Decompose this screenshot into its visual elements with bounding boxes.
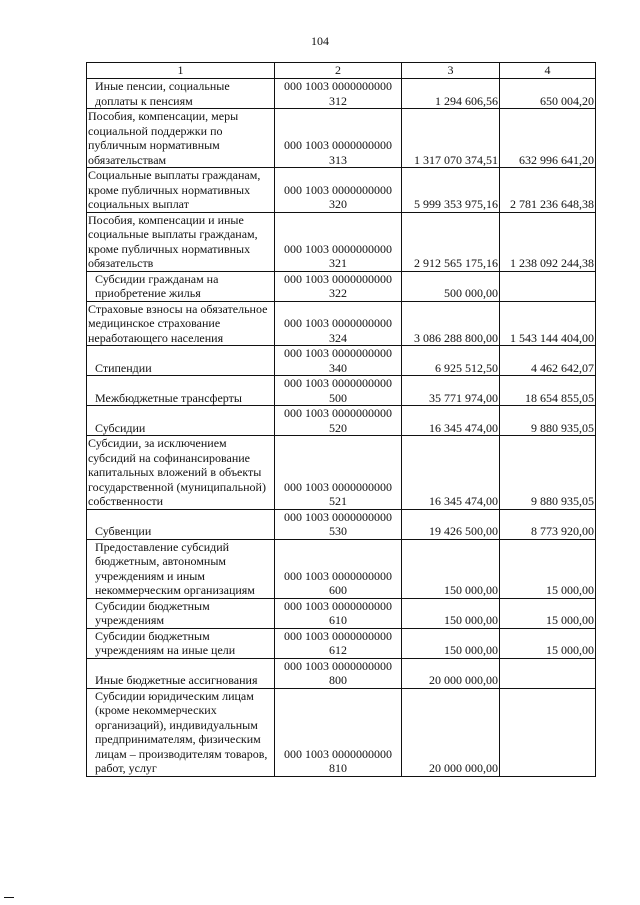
row-name: Пособия, компенсации и иные социальные выплаты гражданам, кроме публичных нормативных обязательств bbox=[87, 212, 275, 271]
row-code-main: 000 1003 0000000000 bbox=[284, 376, 392, 390]
row-code-suffix: 340 bbox=[329, 360, 347, 375]
row-value-col4: 650 004,20 bbox=[500, 79, 596, 109]
row-value-col3: 3 086 288 800,00 bbox=[402, 301, 500, 346]
row-value-col3: 16 345 474,00 bbox=[402, 436, 500, 510]
row-code bbox=[275, 212, 402, 271]
row-code bbox=[275, 628, 402, 658]
row-code bbox=[275, 509, 402, 539]
row-code-suffix: 610 bbox=[329, 613, 347, 627]
row-name: Социальные выплаты гражданам, кроме публичных нормативных социальных выплат bbox=[87, 168, 275, 213]
table-row bbox=[87, 658, 596, 688]
row-code-main: 000 1003 0000000000 bbox=[284, 479, 392, 494]
row-code bbox=[275, 598, 402, 628]
row-code-suffix: 313 bbox=[329, 152, 347, 167]
table-row bbox=[87, 168, 596, 213]
row-code bbox=[275, 376, 402, 406]
table-row bbox=[87, 271, 596, 301]
row-value-col3: 5 999 353 975,16 bbox=[402, 168, 500, 213]
row-code bbox=[275, 406, 402, 436]
row-code bbox=[275, 346, 402, 376]
row-code-main: 000 1003 0000000000 bbox=[284, 509, 392, 524]
table-row bbox=[87, 212, 596, 271]
row-value-col4: 15 000,00 bbox=[500, 539, 596, 598]
row-name: Субсидии, за исключением субсидий на софинансирование капитальных вложений в объекты государственной (муниципальной) собственности bbox=[87, 436, 275, 510]
row-value-col4: 15 000,00 bbox=[500, 628, 596, 658]
row-code bbox=[275, 658, 402, 688]
row-code-suffix: 600 bbox=[329, 583, 347, 597]
row-name: Стипендии bbox=[87, 346, 275, 376]
row-code-suffix: 312 bbox=[329, 93, 347, 108]
row-code-suffix: 500 bbox=[329, 390, 347, 405]
row-code bbox=[275, 271, 402, 301]
row-value-col3: 150 000,00 bbox=[402, 539, 500, 598]
table-row bbox=[87, 539, 596, 598]
row-value-col4: 4 462 642,07 bbox=[500, 346, 596, 376]
row-name: Страховые взносы на обязательное медицинское страхование неработающего населения bbox=[87, 301, 275, 346]
row-value-col3: 150 000,00 bbox=[402, 628, 500, 658]
margin-mark bbox=[4, 897, 14, 898]
row-value-col3: 500 000,00 bbox=[402, 271, 500, 301]
row-code bbox=[275, 436, 402, 510]
row-value-col3: 1 294 606,56 bbox=[402, 79, 500, 109]
row-code bbox=[275, 301, 402, 346]
column-header: 3 bbox=[402, 63, 500, 79]
row-value-col4: 8 773 920,00 bbox=[500, 509, 596, 539]
table-row bbox=[87, 79, 596, 109]
row-code bbox=[275, 109, 402, 168]
row-code-suffix: 521 bbox=[329, 494, 347, 508]
row-code-main: 000 1003 0000000000 bbox=[284, 271, 392, 286]
row-code-main: 000 1003 0000000000 bbox=[284, 138, 392, 152]
row-code-main: 000 1003 0000000000 bbox=[284, 658, 392, 673]
row-code-suffix: 810 bbox=[329, 761, 347, 775]
row-code-suffix: 322 bbox=[329, 286, 347, 300]
row-value-col4: 9 880 935,05 bbox=[500, 436, 596, 510]
table-row bbox=[87, 598, 596, 628]
table-row bbox=[87, 301, 596, 346]
row-value-col3: 150 000,00 bbox=[402, 598, 500, 628]
header-row bbox=[87, 63, 596, 79]
row-value-col3: 35 771 974,00 bbox=[402, 376, 500, 406]
column-header: 1 bbox=[87, 63, 275, 79]
row-name: Субсидии гражданам на приобретение жилья bbox=[87, 271, 275, 301]
row-name: Субсидии юридическим лицам (кроме некоммерческих организаций), индивидуальным предпринимателям, физическим лицам – производителям товаров, работ, услуг bbox=[87, 688, 275, 776]
row-code-suffix: 320 bbox=[329, 197, 347, 211]
row-name: Субвенции bbox=[87, 509, 275, 539]
row-value-col4: 632 996 641,20 bbox=[500, 109, 596, 168]
row-name: Межбюджетные трансферты bbox=[87, 376, 275, 406]
table-row bbox=[87, 376, 596, 406]
row-value-col4: 1 543 144 404,00 bbox=[500, 301, 596, 346]
row-code-main: 000 1003 0000000000 bbox=[284, 598, 392, 613]
table-row bbox=[87, 346, 596, 376]
page-number: 104 bbox=[311, 34, 329, 48]
row-name: Иные пенсии, социальные доплаты к пенсиям bbox=[87, 79, 275, 109]
row-code bbox=[275, 688, 402, 776]
table-row bbox=[87, 109, 596, 168]
row-name: Предоставление субсидий бюджетным, автономным учреждениям и иным некоммерческим организациям bbox=[87, 539, 275, 598]
row-code-main: 000 1003 0000000000 bbox=[284, 316, 392, 330]
row-value-col4: 2 781 236 648,38 bbox=[500, 168, 596, 213]
row-value-col4 bbox=[500, 271, 596, 301]
table-row bbox=[87, 628, 596, 658]
row-value-col3: 20 000 000,00 bbox=[402, 658, 500, 688]
table-row bbox=[87, 509, 596, 539]
row-value-col3: 16 345 474,00 bbox=[402, 406, 500, 436]
row-value-col4: 1 238 092 244,38 bbox=[500, 212, 596, 271]
row-name: Иные бюджетные ассигнования bbox=[87, 658, 275, 688]
row-name: Субсидии bbox=[87, 406, 275, 436]
row-code-main: 000 1003 0000000000 bbox=[284, 346, 392, 360]
row-name: Субсидии бюджетным учреждениям bbox=[87, 598, 275, 628]
column-header: 2 bbox=[275, 63, 402, 79]
row-value-col4: 15 000,00 bbox=[500, 598, 596, 628]
row-value-col4 bbox=[500, 658, 596, 688]
row-value-col3: 6 925 512,50 bbox=[402, 346, 500, 376]
row-value-col3: 20 000 000,00 bbox=[402, 688, 500, 776]
row-value-col3: 1 317 070 374,51 bbox=[402, 109, 500, 168]
row-code-suffix: 612 bbox=[329, 643, 347, 657]
row-code-main: 000 1003 0000000000 bbox=[284, 746, 392, 761]
row-code-main: 000 1003 0000000000 bbox=[284, 406, 392, 420]
column-header: 4 bbox=[500, 63, 596, 79]
row-code-main: 000 1003 0000000000 bbox=[284, 568, 392, 583]
table-row bbox=[87, 406, 596, 436]
row-code bbox=[275, 539, 402, 598]
row-code-suffix: 530 bbox=[329, 524, 347, 538]
row-value-col3: 19 426 500,00 bbox=[402, 509, 500, 539]
table-row bbox=[87, 436, 596, 510]
row-code bbox=[275, 168, 402, 213]
row-code-suffix: 324 bbox=[329, 330, 347, 345]
row-name: Пособия, компенсации, меры социальной поддержки по публичным нормативным обязательствам bbox=[87, 109, 275, 168]
row-name: Субсидии бюджетным учреждениям на иные цели bbox=[87, 628, 275, 658]
row-code-main: 000 1003 0000000000 bbox=[284, 79, 392, 93]
row-code-main: 000 1003 0000000000 bbox=[284, 182, 392, 197]
row-code-main: 000 1003 0000000000 bbox=[284, 628, 392, 643]
row-code-suffix: 800 bbox=[329, 673, 347, 687]
row-value-col3: 2 912 565 175,16 bbox=[402, 212, 500, 271]
budget-table bbox=[86, 62, 596, 777]
table-row bbox=[87, 688, 596, 776]
row-value-col4 bbox=[500, 688, 596, 776]
row-value-col4: 9 880 935,05 bbox=[500, 406, 596, 436]
row-code-suffix: 321 bbox=[329, 256, 347, 270]
row-code bbox=[275, 79, 402, 109]
row-code-main: 000 1003 0000000000 bbox=[284, 241, 392, 256]
row-code-suffix: 520 bbox=[329, 420, 347, 435]
row-value-col4: 18 654 855,05 bbox=[500, 376, 596, 406]
